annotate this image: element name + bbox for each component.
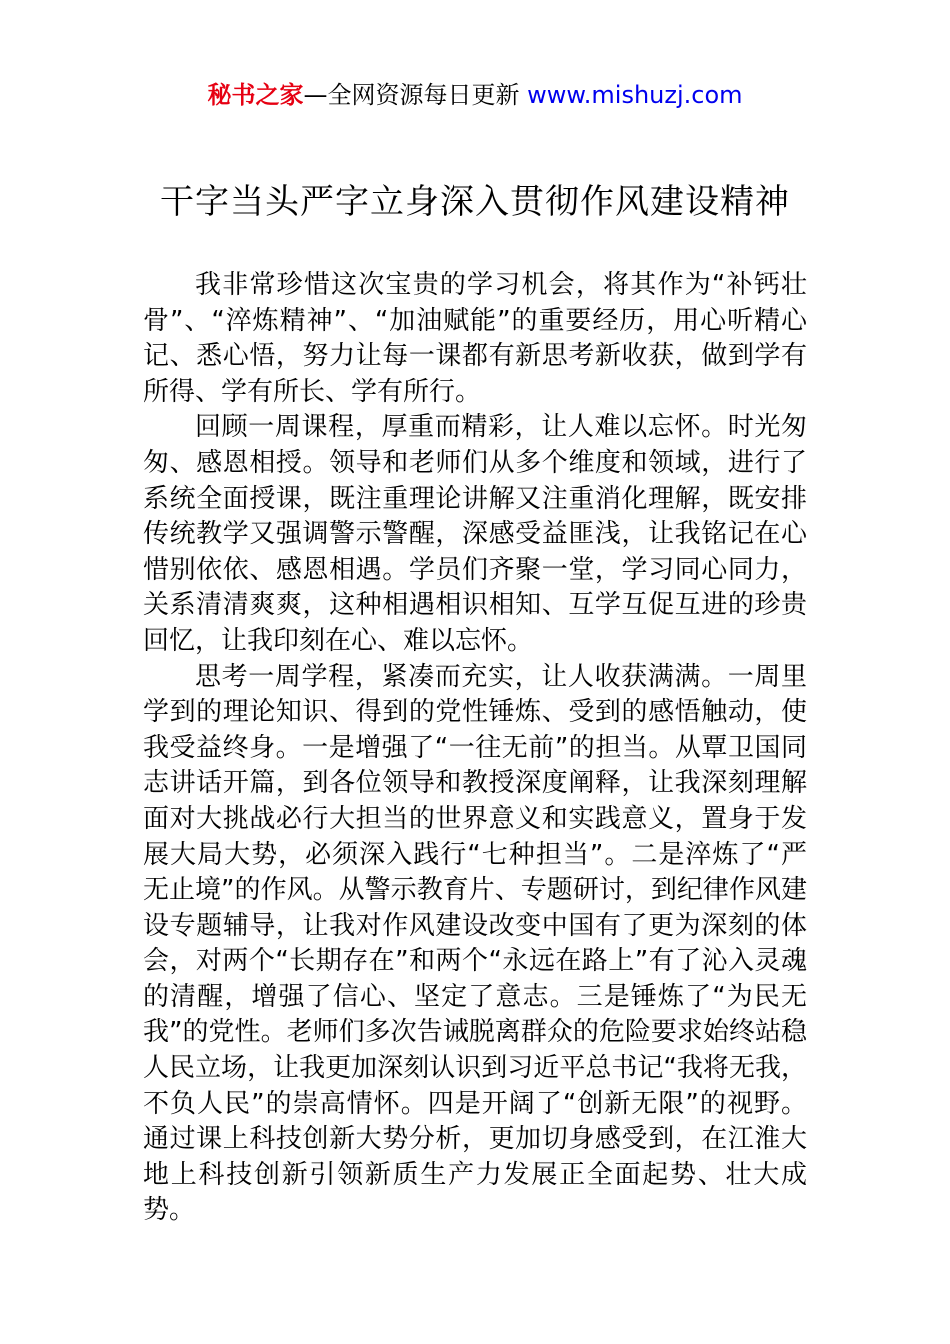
paragraph: 回顾一周课程，厚重而精彩，让人难以忘怀。时光匆匆、感恩相授。领导和老师们从多个维度和领域，进行了系统全面授课，既注重理论讲解又注重消化理解，既安排传统教学又强调警示警醒，深感受益匪浅，让我铭记在心惜别依依、感恩相遇。学员们齐聚一堂，学习同心同力，关系清清爽爽，这种相遇相识相知、互学互促互进的珍贵回忆，让我印刻在心、难以忘怀。 <box>143 412 807 656</box>
document-body <box>143 268 807 1229</box>
paragraph: 我非常珍惜这次宝贵的学习机会，将其作为“补钙壮骨”、“淬炼精神”、“加油赋能”的重要经历，用心听精心记、悉心悟，努力让每一课都有新思考新收获，做到学有所得、学有所长、学有所行。 <box>143 270 807 407</box>
site-tagline: —全网资源每日更新 <box>303 81 520 109</box>
paragraph: 思考一周学程，紧凑而充实，让人收获满满。一周里学到的理论知识、得到的党性锤炼、受到的感悟触动，使我受益终身。一是增强了“一往无前”的担当。从覃卫国同志讲话开篇，到各位领导和教授深度阐释，让我深刻理解面对大挑战必行大担当的世界意义和实践意义，置身于发展大局大势，必须深入践行“七种担当”。二是淬炼了“严无止境”的作风。从警示教育片、专题研讨，到纪律作风建设专题辅导，让我对作风建设改变中国有了更为深刻的体会，对两个“长期存在”和两个“永远在路上”有了沁入灵魂的清醒，增强了信心、坚定了意志。三是锤炼了“为民无我”的党性。老师们多次告诫脱离群众的危险要求始终站稳人民立场，让我更加深刻认识到习近平总书记“我将无我，不负人民”的崇高情怀。四是开阔了“创新无限”的视野。通过课上科技创新大势分析，更加切身感受到，在江淮大地上科技创新引领新质生产力发展正全面起势、壮大成势。 <box>143 661 807 1226</box>
document-title: 干字当头严字立身深入贯彻作风建设精神 <box>160 182 790 222</box>
site-brand: 秘书之家 <box>207 81 304 109</box>
site-header <box>0 78 950 112</box>
site-url-link[interactable]: www.mishuzj.com <box>527 81 743 109</box>
